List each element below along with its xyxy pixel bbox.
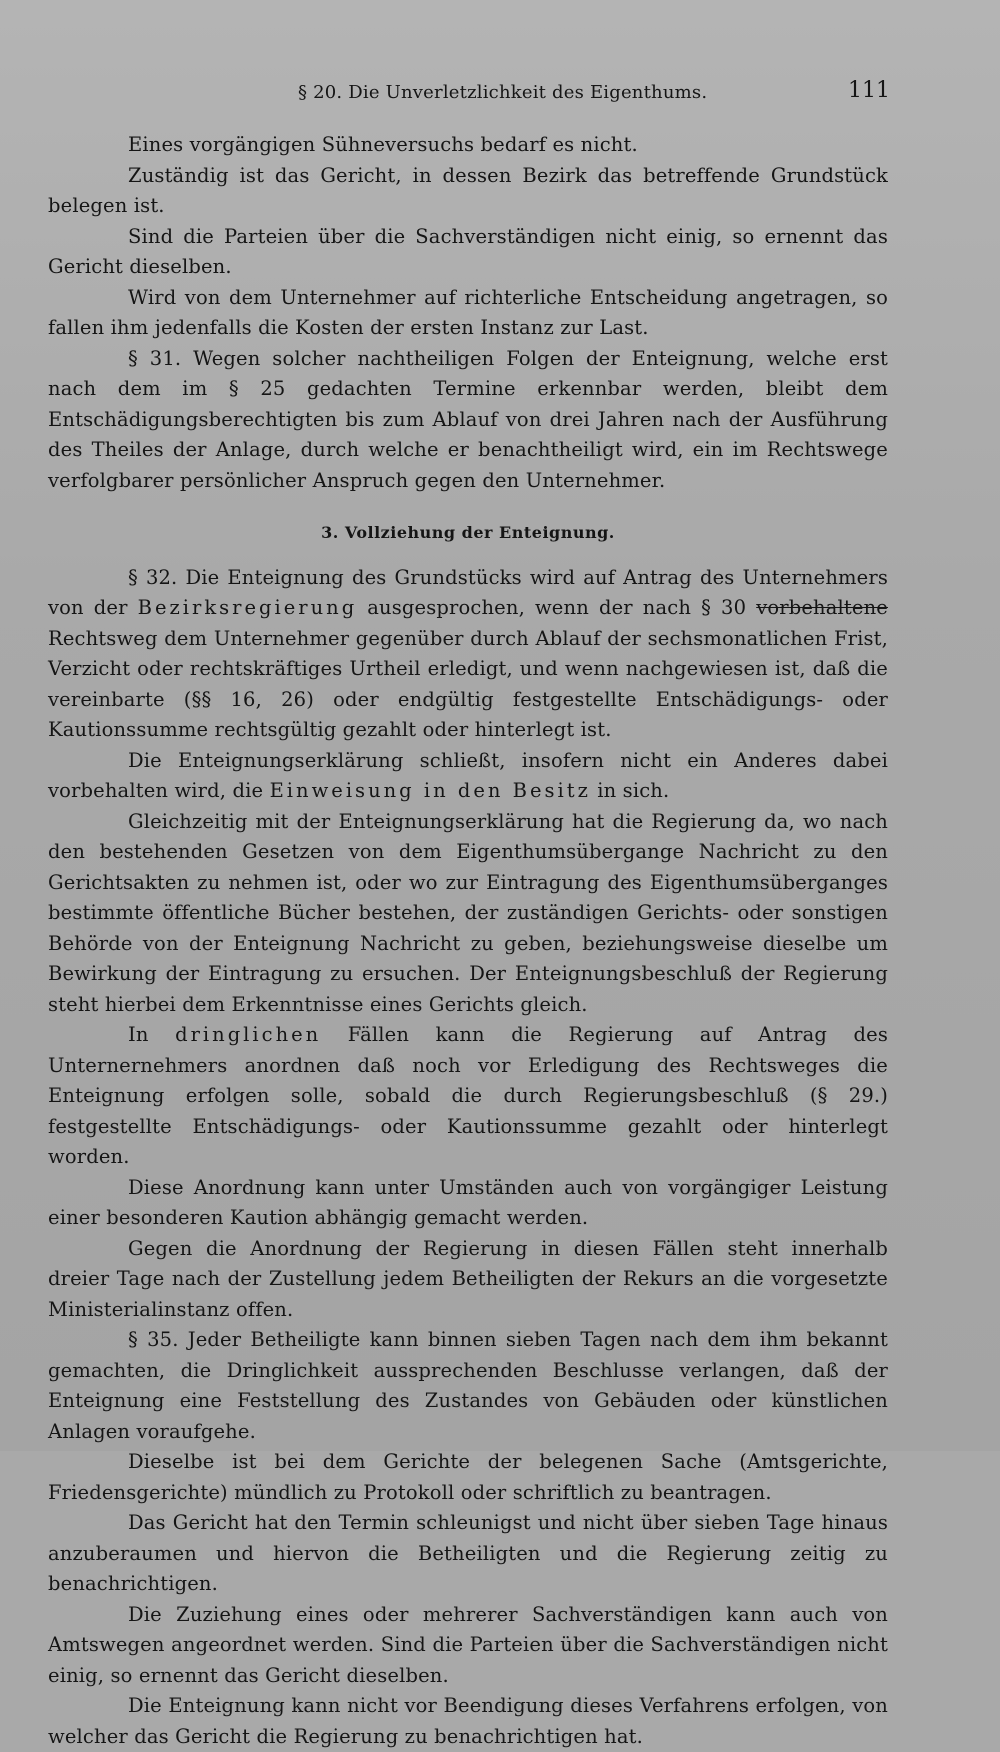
paragraph-section-35: § 35. Jeder Betheiligte kann binnen sieben Tagen nach dem ihm bekannt gemachten, die Dringlichkeit aussprechenden Beschlusse verlangen, daß der Enteignung eine Feststellung des Zustandes von Gebäuden oder künstlichen Anlagen voraufgehe. (48, 1328, 888, 1443)
paragraph-4: Wird von dem Unternehmer auf richterliche Entscheidung angetragen, so fallen ihm jedenfalls die Kosten der ersten Instanz zur Last. (48, 285, 888, 339)
enteignungserklaerung-text-a: Die Enteignungserklärung schließt, insofern nicht ein Anderes dabei vorbehalten wird, die (48, 748, 888, 802)
paragraph-enteignungserklaerung (48, 746, 888, 807)
paragraph-termin: Das Gericht hat den Termin schleunigst und nicht über sieben Tage hinaus anzuberaumen und hiervon die Betheiligten und die Regierung zeitig zu benachrichtigen. (48, 1511, 888, 1595)
paragraph-2: Zuständig ist das Gericht, in dessen Bezirk das betreffende Grundstück belegen ist. (48, 163, 888, 217)
dringlich-spaced-term: dringlichen (175, 1023, 322, 1046)
paragraph-anordnung: Diese Anordnung kann unter Umständen auch von vorgängiger Leistung einer besonderen Kaution abhängig gemacht werden. (48, 1175, 888, 1229)
paragraph-protokoll: Dieselbe ist bei dem Gerichte der belegenen Sache (Amtsgerichte, Friedensgerichte) mündlich zu Protokoll oder schriftlich zu beantragen. (48, 1450, 888, 1504)
enteignungserklaerung-text-b: in sich. (597, 779, 670, 802)
section-32-struck-word: vorbehaltene (756, 596, 888, 619)
dringlich-text-b: Fällen kann die Regierung auf Antrag des Unternernehmers anordnen daß noch vor Erledigung des Rechtsweges die Enteignung erfolgen solle, sobald die durch Regierungsbeschluß (§ 29.) festgestellte Entschädigungs- oder Kautionssumme gezahlt oder hinterlegt worden. (48, 1023, 888, 1168)
section-32-text-b: ausgesprochen, wenn der nach § 30 (367, 596, 747, 619)
running-head (0, 78, 1000, 108)
running-title: § 20. Die Unverletzlichkeit des Eigenthums. (298, 82, 708, 103)
section-32-spaced-term: Bezirksregierung (137, 596, 358, 619)
paragraph-section-31: § 31. Wegen solcher nachtheiligen Folgen der Enteignung, welche erst nach dem im § 25 gedachten Termine erkennbar werden, bleibt dem Entschädigungsberechtigten bis zum Ablauf von drei Jahren nach der Ausführung des Theiles der Anlage, durch welche er benachtheiligt wird, ein im Rechtswege verfolgbarer persönlicher Anspruch gegen den Unternehmer. (48, 346, 888, 492)
paragraph-dringlich (48, 1020, 888, 1173)
page-number: 111 (848, 78, 890, 103)
paragraph-verfahren: Die Enteignung kann nicht vor Beendigung dieses Verfahrens erfolgen, von welcher das Gericht die Regierung zu benachrichtigen hat. (48, 1694, 888, 1748)
page-body (48, 130, 888, 1752)
paragraph-rekurs: Gegen die Anordnung der Regierung in diesen Fällen steht innerhalb dreier Tage nach der Zustellung jedem Betheiligten der Rekurs an die vorgesetzte Ministerialinstanz offen. (48, 1236, 888, 1321)
enteignungserklaerung-spaced-term: Einweisung in den Besitz (269, 779, 591, 802)
paragraph-3: Sind die Parteien über die Sachverständigen nicht einig, so ernennt das Gericht dieselben. (48, 224, 888, 278)
paragraph-1: Eines vorgängigen Sühneversuchs bedarf es nicht. (128, 133, 638, 156)
section-32-text-a: § 32. Die Enteignung des Grundstücks wird auf Antrag des Unternehmers von der (48, 565, 888, 619)
section-32-text-c: Rechtsweg dem Unternehmer gegenüber durch Ablauf der sechsmonatlichen Frist, Verzicht oder rechtskräftiges Urtheil erledigt, und wenn nachgewiesen ist, daß die vereinbarte (§§ 16, 26) oder endgültig festgestellte Entschädigungs- oder Kautionssumme rechtsgültig gezahlt oder hinterlegt ist. (48, 626, 888, 741)
paragraph-gleichzeitig: Gleichzeitig mit der Enteignungserklärung hat die Regierung da, wo nach den bestehenden Gesetzen von dem Eigenthumsübergange Nachricht zu den Gerichtsakten zu nehmen ist, oder wo zur Eintragung des Eigenthumsüberganges bestimmte öffentliche Bücher bestehen, der zuständigen Gerichts- oder sonstigen Behörde von der Enteignung Nachricht zu geben, beziehungsweise dieselbe um Bewirkung der Eintragung zu ersuchen. Der Enteignungsbeschluß der Regierung steht hierbei dem Erkenntnisse eines Gerichts gleich. (48, 809, 888, 1016)
paragraph-section-32 (48, 563, 888, 746)
paragraph-sachverstaendige: Die Zuziehung eines oder mehrerer Sachverständigen kann auch von Amtswegen angeordnet werden. Sind die Parteien über die Sachverständigen nicht einig, so ernennt das Gericht dieselben. (48, 1602, 888, 1687)
section-heading: 3. Vollziehung der Enteignung. (321, 523, 615, 542)
dringlich-text-a: In (128, 1023, 149, 1046)
